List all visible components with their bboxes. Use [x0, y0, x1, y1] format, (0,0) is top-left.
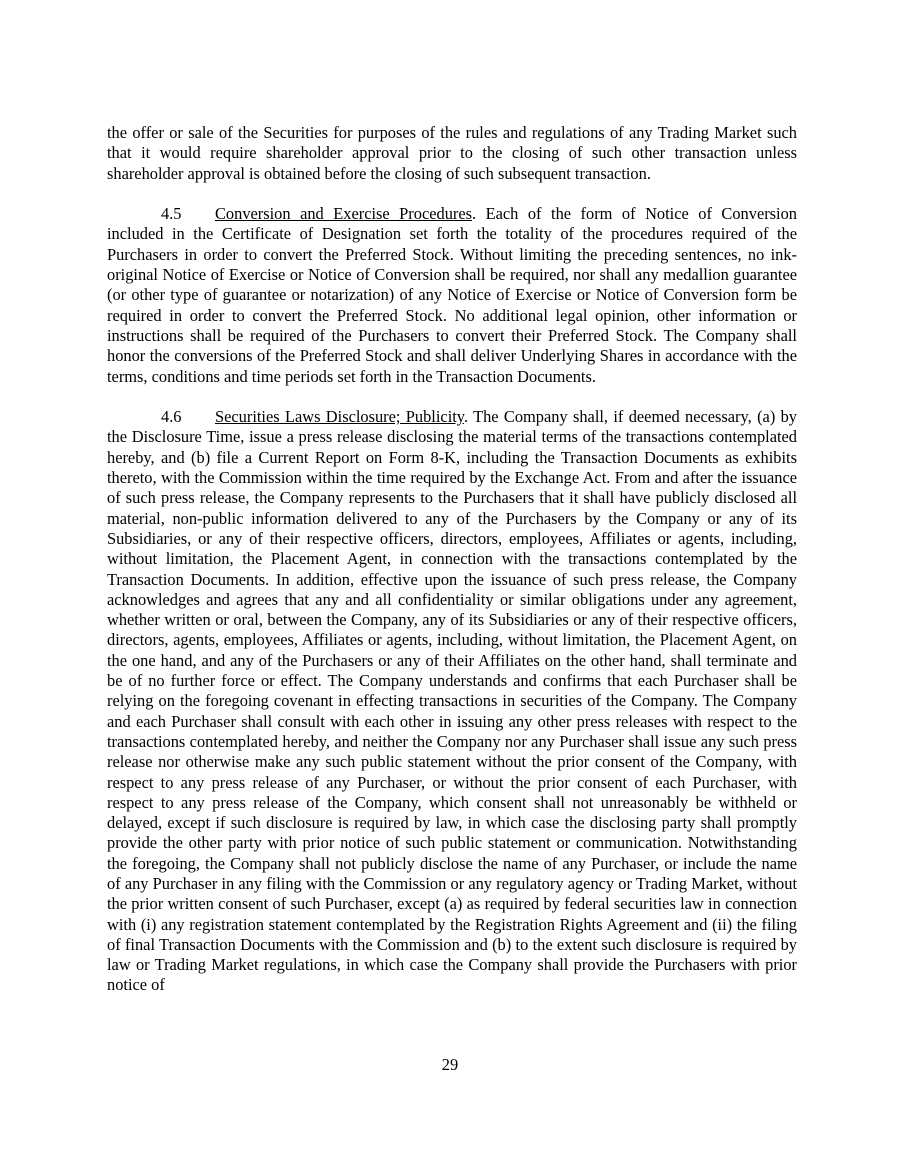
section-4-6 — [107, 407, 797, 996]
section-number: 4.6 — [161, 407, 182, 427]
section-heading: Securities Laws Disclosure; Publicity — [215, 407, 464, 427]
page-number: 29 — [441, 1055, 459, 1074]
section-heading: Conversion and Exercise Procedures — [215, 204, 472, 224]
section-4-5 — [107, 204, 797, 387]
paragraph-continued: the offer or sale of the Securities for purposes of the rules and regulations of any Trading Market such that it would require shareholder approval prior to the closing of such other transaction unless shareholder approval is obtained before the closing of such subsequent transaction. — [107, 123, 797, 183]
section-number: 4.5 — [161, 204, 182, 224]
document-page — [107, 123, 797, 1016]
section-body: . The Company shall, if deemed necessary, (a) by the Disclosure Time, issue a press release disclosing the material terms of the transactions contemplated hereby, and (b) file a Current Report on Form 8-K, including the Transaction Documents as exhibits thereto, with the Commission within the time required by the Exchange Act. From and after the issuance of such press release, the Company represents to the Purchasers that it shall have publicly disclosed all material, non-public information delivered to any of the Purchasers by the Company or any of its Subsidiaries, or any of their respective officers, directors, employees, Affiliates or agents, including, without limitation, the Placement Agent, in connection with the transactions contemplated by the Transaction Documents. In addition, effective upon the issuance of such press release, the Company acknowledges and agrees that any and all confidentiality or similar obligations under any agreement, whether written or oral, between the Company, any of its Subsidiaries or any of their respective officers, directors, agents, employees, Affiliates or agents, including, without limitation, the Placement Agent, on the one hand, and any of the Purchasers or any of their Affiliates on the other hand, shall terminate and be of no further force or effect. The Company understands and confirms that each Purchaser shall be relying on the foregoing covenant in effecting transactions in securities of the Company. The Company and each Purchaser shall consult with each other in issuing any other press releases with respect to the transactions contemplated hereby, and neither the Company nor any Purchaser shall issue any such press release nor otherwise make any such public statement without the prior consent of the Company, with respect to any press release of any Purchaser, or without the prior consent of each Purchaser, with respect to any press release of the Company, which consent shall not unreasonably be withheld or delayed, except if such disclosure is required by law, in which case the disclosing party shall promptly provide the other party with prior notice of such public statement or communication. Notwithstanding the foregoing, the Company shall not publicly disclose the name of any Purchaser, or include the name of any Purchaser in any filing with the Commission or any regulatory agency or Trading Market, without the prior written consent of such Purchaser, except (a) as required by federal securities law in connection with (i) any registration statement contemplated by the Registration Rights Agreement and (ii) the filing of final Transaction Documents with the Commission and (b) to the extent such disclosure is required by law or Trading Market regulations, in which case the Company shall provide the Purchasers with prior notice of — [107, 407, 798, 995]
section-body: . Each of the form of Notice of Conversion included in the Certificate of Designation set forth the totality of the procedures required of the Purchasers in order to convert the Preferred Stock. Without limiting the preceding sentences, no ink-original Notice of Exercise or Notice of Conversion shall be required, nor shall any medallion guarantee (or other type of guarantee or notarization) of any Notice of Exercise or Notice of Conversion form be required in order to convert the Preferred Stock. No additional legal opinion, other information or instructions shall be required of the Purchasers to convert their Preferred Stock. The Company shall honor the conversions of the Preferred Stock and shall deliver Underlying Shares in accordance with the terms, conditions and time periods set forth in the Transaction Documents. — [107, 204, 797, 386]
